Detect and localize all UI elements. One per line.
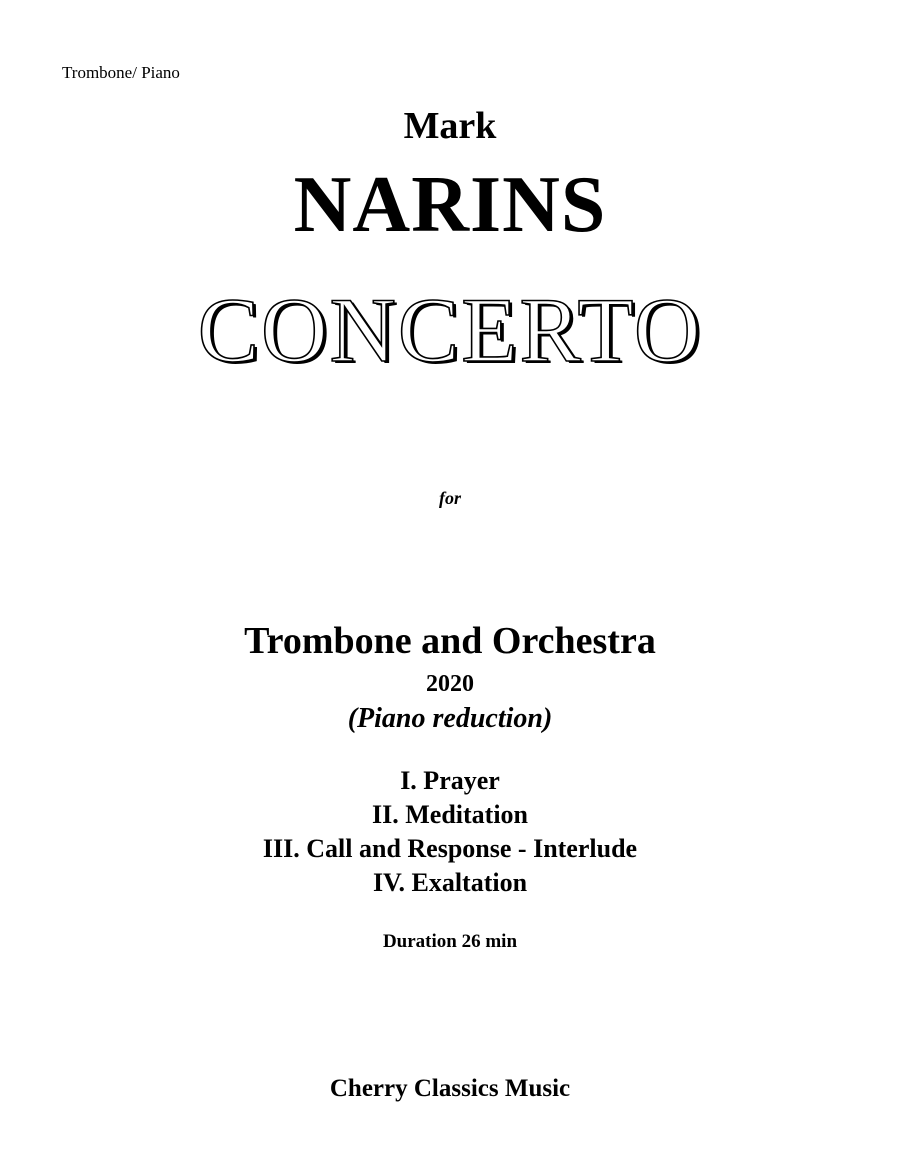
- instrumentation-heading: Trombone and Orchestra: [244, 620, 656, 662]
- duration-label: Duration 26 min: [382, 931, 518, 952]
- movement-item: I. Prayer: [400, 766, 500, 795]
- movement-item: IV. Exaltation: [372, 868, 528, 897]
- movement-item: III. Call and Response - Interlude: [262, 834, 638, 863]
- instrument-label: Trombone/ Piano: [62, 63, 180, 82]
- reduction-note: (Piano reduction): [347, 703, 553, 734]
- composer-first-name: Mark: [403, 105, 497, 147]
- composer-last-name: NARINS: [293, 161, 607, 249]
- movement-list: [0, 764, 900, 900]
- publisher-name: Cherry Classics Music: [329, 1075, 571, 1102]
- movement-item: II. Meditation: [372, 800, 528, 829]
- composition-year: 2020: [426, 671, 474, 697]
- for-label: for: [439, 488, 461, 508]
- work-title: CONCERTO: [197, 279, 703, 381]
